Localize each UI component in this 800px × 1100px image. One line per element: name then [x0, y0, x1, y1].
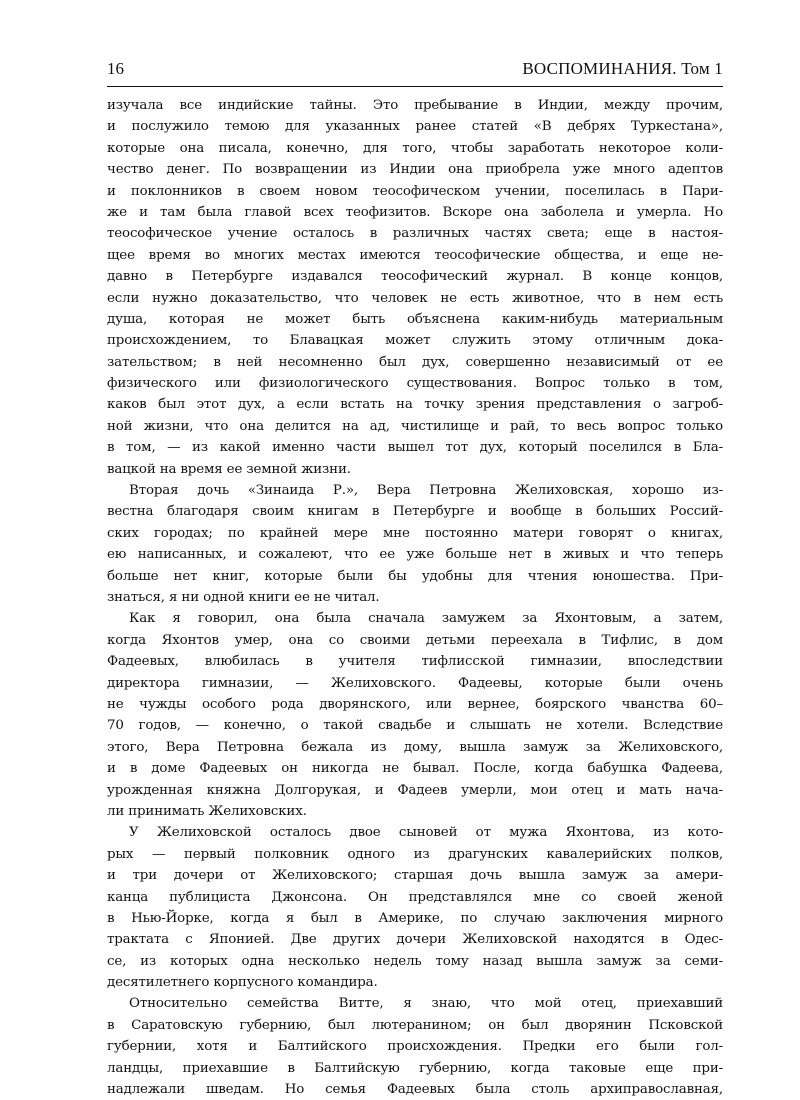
text-line: Как я говорил, она была сначала замужем за Яхонтовым, а затем, [129, 611, 723, 627]
text-line: 70 годов, — конечно, о такой свадьбе и слышать не хотели. Вследствие [107, 718, 723, 734]
text-line: надлежали шведам. Но семья Фадеевых была столь архиправославная, [107, 1082, 723, 1098]
running-title: ВОСПОМИНАНИЯ. Том 1 [522, 59, 723, 78]
text-line: физического или физиологического существования. Вопрос только в том, [107, 376, 723, 392]
text-line: которые она писала, конечно, для того, чтобы заработать некоторое коли- [107, 140, 723, 156]
text-line: рых — первый полковник одного из драгунских кавалерийских полков, [107, 846, 723, 862]
text-line: се, из которых одна несколько недель тому назад вышла замуж за семи- [107, 953, 723, 969]
text-line: У Желиховской осталось двое сыновей от мужа Яхонтова, из кото- [129, 825, 723, 841]
text-line: больше нет книг, которые были бы удобны для чтения юношества. При- [107, 568, 723, 584]
text-line: теософическое учение осталось в различных частях света; еще в настоя- [107, 226, 723, 242]
body-text [107, 95, 723, 1100]
book-page [107, 58, 723, 1100]
text-line: зательством; в ней несомненно был дух, совершенно независимый от ее [107, 354, 723, 370]
text-line: и поклонников в своем новом теософическом учении, поселилась в Пари- [107, 183, 723, 199]
text-line: ландцы, приехавшие в Балтийскую губернию, когда таковые еще при- [107, 1060, 723, 1076]
text-line: канца публициста Джонсона. Он представлялся мне со своей женой [107, 889, 723, 905]
text-line: когда Яхонтов умер, она со своими детьми переехала в Тифлис, в дом [107, 632, 723, 648]
text-line: изучала все индийские тайны. Это пребывание в Индии, между прочим, [107, 98, 723, 113]
text-line: Фадеевых, влюбилась в учителя тифлисской гимназии, впоследствии [107, 654, 723, 670]
text-line: директора гимназии, — Желиховского. Фадеевы, которые были очень [107, 675, 723, 691]
text-line: губернии, хотя и Балтийского происхождения. Предки его были гол- [107, 1039, 723, 1055]
text-line: вестна благодаря своим книгам в Петербурге и вообще в больших Россий- [107, 504, 723, 520]
text-line: ею написанных, и сожалеют, что ее уже больше нет в живых и что теперь [107, 547, 723, 563]
text-line: давно в Петербурге издавался теософический журнал. В конце концов, [107, 269, 723, 285]
text-line: если нужно доказательство, что человек не есть животное, что в нем есть [107, 290, 723, 306]
text-line: в Саратовскую губернию, был лютеранином; он был дворянин Псковской [107, 1017, 723, 1033]
text-line: ских городах; по крайней мере мне постоянно матери говорят о книгах, [107, 525, 723, 541]
text-line: ли принимать Желиховских. [107, 803, 307, 819]
text-line: Вторая дочь «Зинаида Р.», Вера Петровна Желиховская, хорошо из- [129, 483, 723, 499]
text-line: в том, — из какой именно части вышел тот дух, который поселился в Бла- [107, 440, 723, 456]
text-line: происхождением, то Блавацкая может служить этому отличным дока- [107, 333, 723, 349]
text-line: щее время во многих местах имеются теософические общества, и еще не- [107, 247, 723, 263]
text-line: в Нью-Йорке, когда я был в Америке, по случаю заключения мирного [107, 910, 723, 926]
text-line: Относительно семейства Витте, я знаю, что мой отец, приехавший [129, 996, 723, 1012]
text-line: этого, Вера Петровна бежала из дому, вышла замуж за Желиховского, [107, 739, 723, 755]
text-line: чество денег. По возвращении из Индии она приобрела уже много адептов [107, 162, 723, 178]
text-line: урожденная княжна Долгорукая, и Фадеев умерли, мои отец и мать нача- [107, 782, 723, 798]
text-line: душа, которая не может быть объяснена каким-нибудь материальным [107, 311, 723, 327]
text-line: не чужды особого рода дворянского, или вернее, боярского чванства 60– [107, 696, 723, 712]
page-number: 16 [107, 59, 124, 78]
text-line: десятилетнего корпусного командира. [107, 975, 378, 991]
running-header [107, 58, 723, 87]
text-line: трактата с Японией. Две других дочери Желиховской находятся в Одес- [107, 932, 723, 948]
text-line: каков был этот дух, а если встать на точку зрения представления о загроб- [107, 397, 723, 413]
text-line: и в доме Фадеевых он никогда не бывал. После, когда бабушка Фадеева, [107, 761, 723, 777]
text-line: и три дочери от Желиховского; старшая дочь вышла замуж за амери- [107, 868, 723, 884]
text-line: знаться, я ни одной книги ее не читал. [107, 590, 380, 605]
text-line: и послужило темою для указанных ранее статей «В дебрях Туркестана», [107, 119, 723, 135]
text-line: вацкой на время ее земной жизни. [107, 461, 351, 477]
text-line: ной жизни, что она делится на ад, чистилище и рай, то весь вопрос только [107, 418, 723, 434]
text-line: же и там была главой всех теофизитов. Вскоре она заболела и умерла. Но [107, 204, 723, 220]
